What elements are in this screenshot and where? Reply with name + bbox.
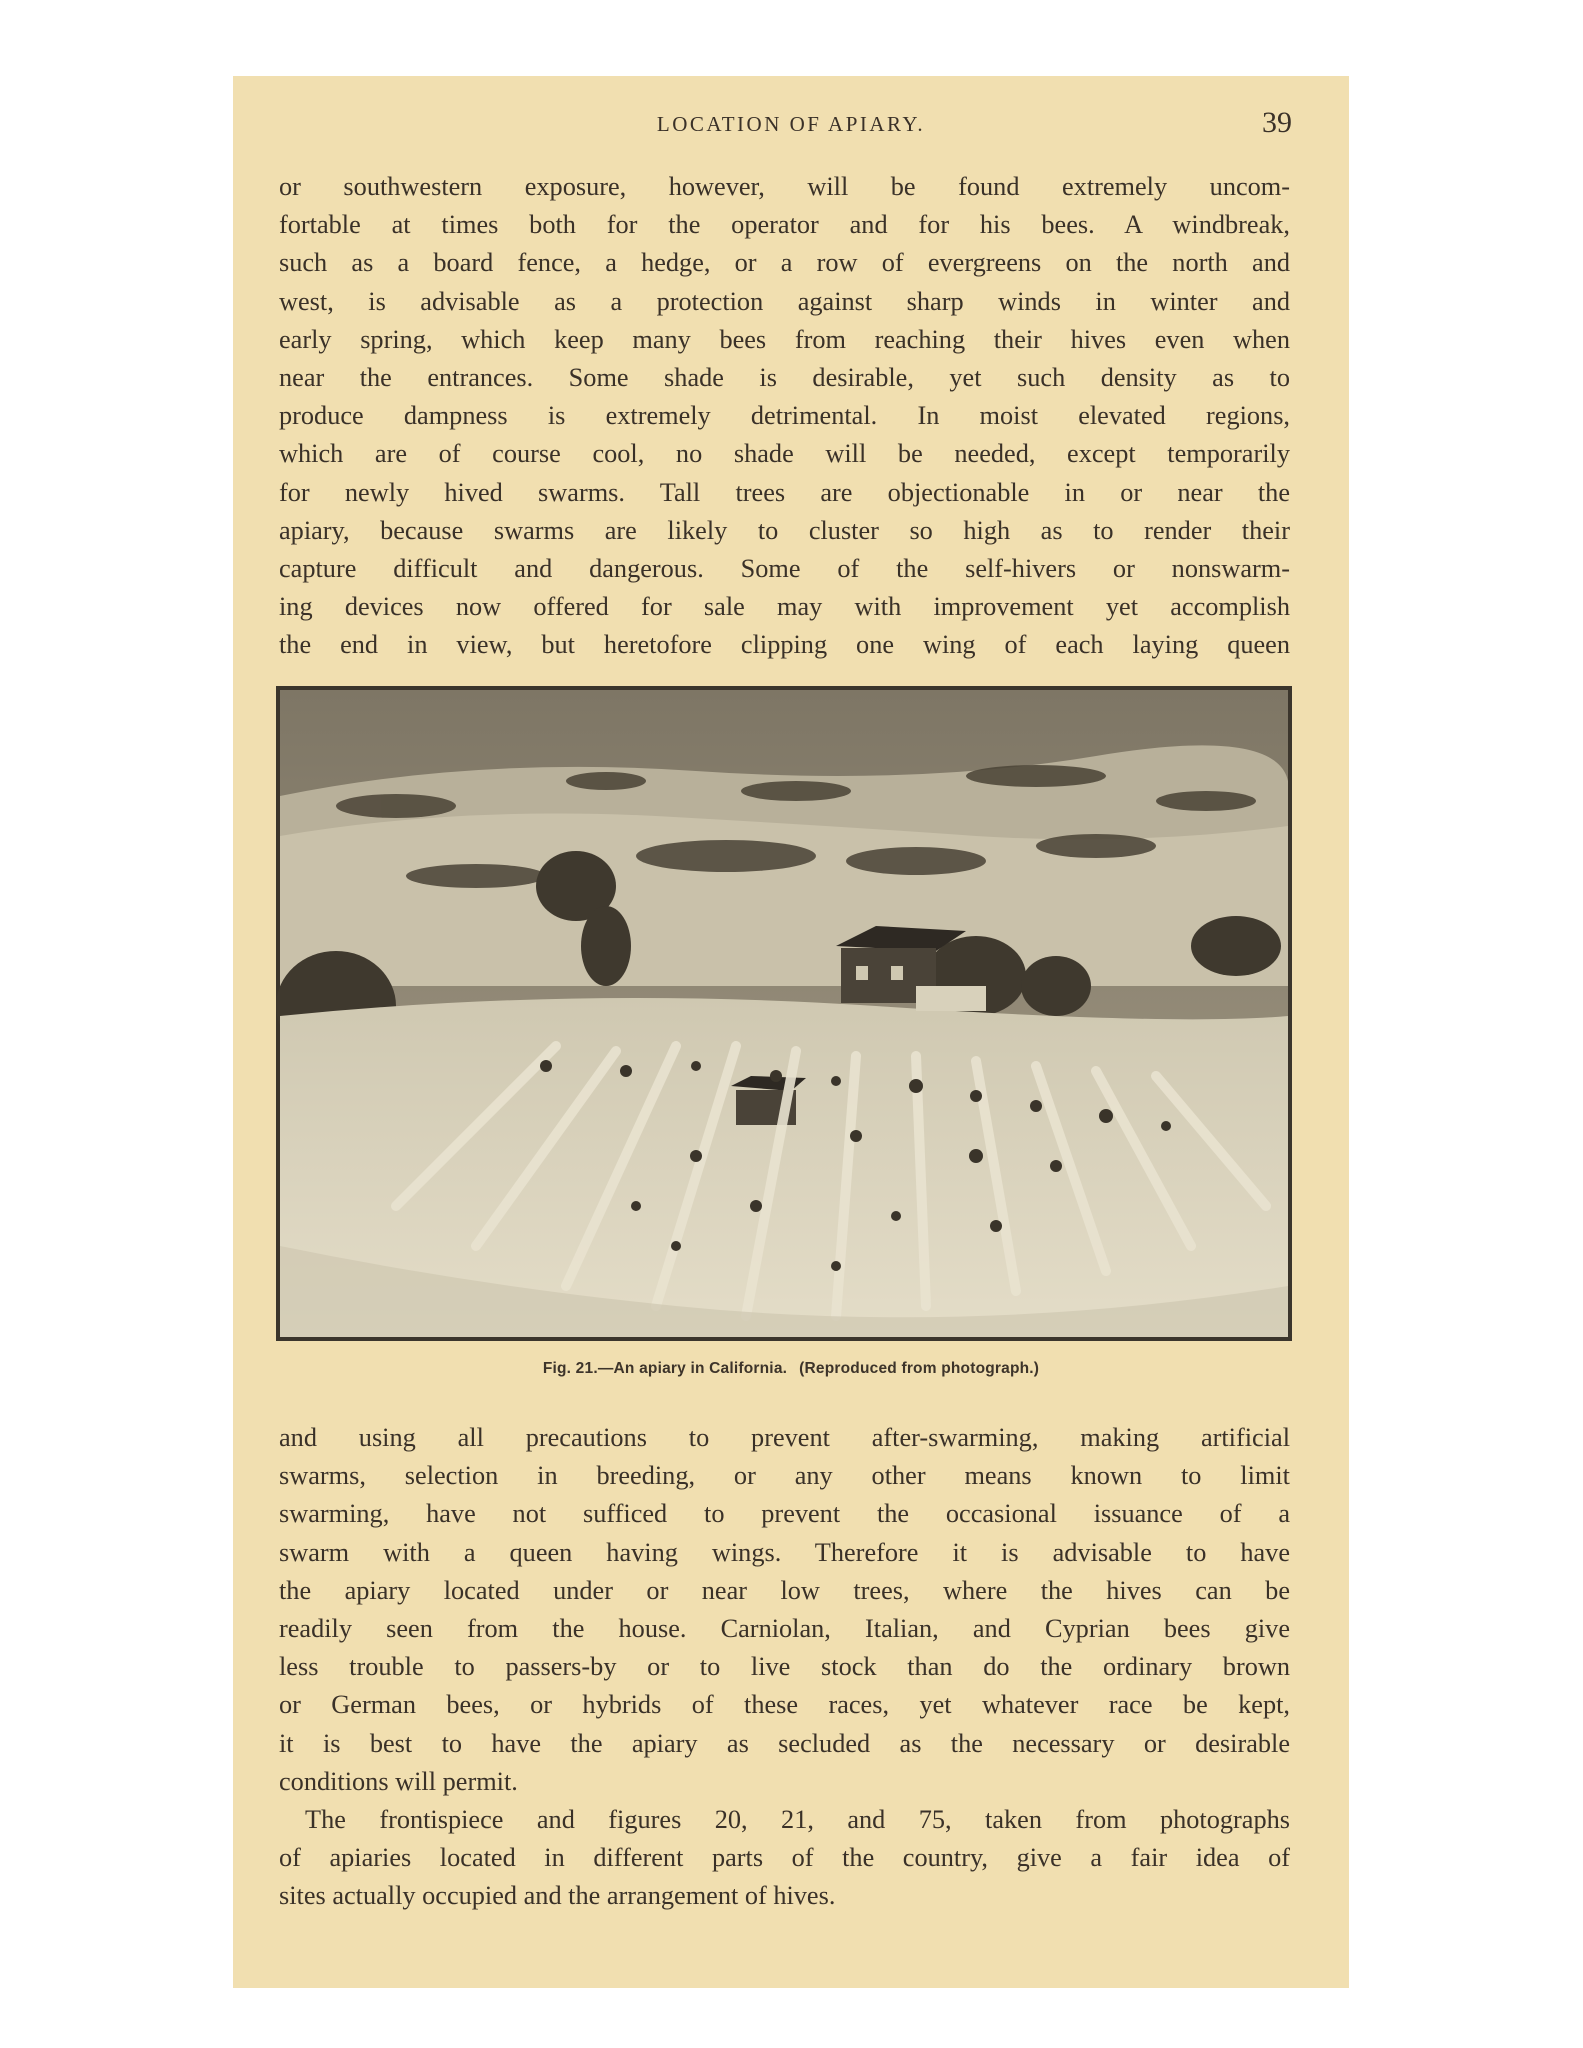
text-line: apiary, because swarms are likely to cluster so high as to render their [279,515,1290,545]
page-number: 39 [1262,106,1292,139]
text-line: and using all precautions to prevent after-swarming, making artificial [279,1423,1290,1452]
text-line: swarms, selection in breeding, or any other means known to limit [279,1461,1290,1491]
paragraph-bottom [279,1419,1290,1916]
text-line: readily seen from the house. Carniolan, Italian, and Cyprian bees give [279,1614,1290,1644]
text-line: ing devices now offered for sale may with improvement yet accomplish [279,592,1290,622]
book-page [233,76,1349,1988]
text-line: fortable at times both for the operator and for his bees. A windbreak, [279,210,1290,240]
text-line: swarm with a queen having wings. Therefore it is advisable to have [279,1537,1290,1567]
running-head [233,102,1349,142]
text-line: produce dampness is extremely detrimental. In moist elevated regions, [279,401,1290,431]
text-line: for newly hived swarms. Tall trees are objectionable in or near the [279,477,1290,507]
text-line: less trouble to passers-by or to live stock than do the ordinary brown [279,1652,1290,1682]
figure-caption [233,1360,1349,1378]
caption-note: (Reproduced from photograph.) [799,1360,1040,1377]
running-title: LOCATION OF APIARY. [656,112,926,136]
text-line: the apiary located under or near low trees, where the hives can be [279,1575,1290,1605]
text-line: capture difficult and dangerous. Some of the self-hivers or nonswarm- [279,554,1290,584]
text-line: of apiaries located in different parts of the country, give a fair idea of [279,1843,1290,1873]
text-line: near the entrances. Some shade is desirable, yet such density as to [279,363,1290,393]
text-line: or German bees, or hybrids of these races, yet whatever race be kept, [279,1690,1290,1720]
paragraph-top [279,168,1290,665]
apiary-photograph [276,686,1292,1341]
text-line: west, is advisable as a protection against sharp winds in winter and [279,286,1290,316]
text-line: conditions will permit. [279,1766,518,1796]
text-line: it is best to have the apiary as secluded as the necessary or desirable [279,1728,1290,1758]
text-line: sites actually occupied and the arrangement of hives. [279,1881,836,1911]
text-line: which are of course cool, no shade will be needed, except temporarily [279,439,1290,469]
text-line: early spring, which keep many bees from reaching their hives even when [279,324,1290,354]
caption-label: Fig. 21.—An apiary in California. [542,1360,788,1377]
text-line: The frontispiece and figures 20, 21, and 75, taken from photographs [305,1805,1290,1835]
text-line: such as a board fence, a hedge, or a row of evergreens on the north and [279,248,1290,278]
text-line: or southwestern exposure, however, will be found extremely uncom- [279,172,1290,201]
text-line: swarming, have not sufficed to prevent the occasional issuance of a [279,1499,1290,1529]
text-line: the end in view, but heretofore clipping one wing of each laying queen [279,630,1290,660]
